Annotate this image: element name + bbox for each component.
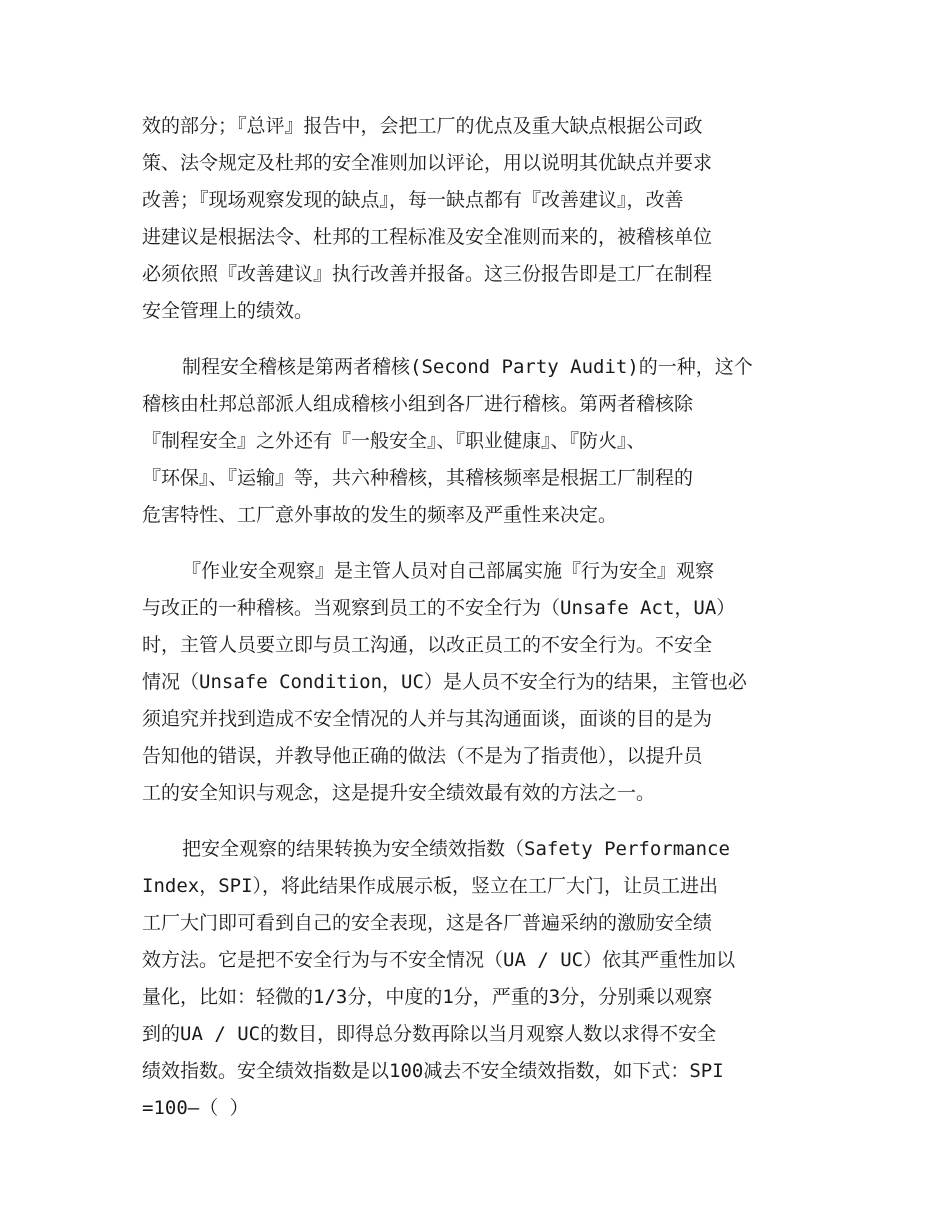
paragraph-safety-performance-index xyxy=(142,831,814,1127)
text-line: 工厂大门即可看到自己的安全表现，这是各厂普遍采纳的激励安全绩 xyxy=(142,912,713,934)
text-line: 时，主管人员要立即与员工沟通，以改正员工的不安全行为。不安全 xyxy=(142,634,713,656)
text-line: 稽核由杜邦总部派人组成稽核小组到各厂进行稽核。第两者稽核除 xyxy=(142,393,694,415)
text-line: 改善；『现场观察发现的缺点』，每一缺点都有『改善建议』，改善 xyxy=(142,189,684,211)
text-line: 告知他的错误，并教导他正确的做法（不是为了指责他），以提升员 xyxy=(142,745,703,767)
text-line: 必须依照『改善建议』执行改善并报备。这三份报告即是工厂在制程 xyxy=(142,263,713,285)
text-line: 策、法令规定及杜邦的安全准则加以评论，用以说明其优缺点并要求 xyxy=(142,152,713,174)
text-line: 与改正的一种稽核。当观察到员工的不安全行为（Unsafe Act，UA） xyxy=(142,597,736,619)
text-line: 进建议是根据法令、杜邦的工程标准及安全准则而来的，被稽核单位 xyxy=(142,226,713,248)
text-line: 情况（Unsafe Condition，UC）是人员不安全行为的结果，主管也必 xyxy=(142,671,747,693)
text-line: 危害特性、工厂意外事故的发生的频率及严重性来决定。 xyxy=(142,504,618,526)
paragraph-second-party-audit xyxy=(142,349,814,534)
text-line: 工的安全知识与观念，这是提升安全绩效最有效的方法之一。 xyxy=(142,782,656,804)
document-body xyxy=(142,108,814,1146)
text-line: 『制程安全』之外还有『一般安全』、『职业健康』、『防火』、 xyxy=(142,430,646,452)
text-line: 制程安全稽核是第两者稽核(Second Party Audit)的一种，这个 xyxy=(182,356,753,378)
text-line: =100—（ ） xyxy=(142,1097,249,1119)
text-line: 效方法。它是把不安全行为与不安全情况（UA / UC）依其严重性加以 xyxy=(142,949,736,971)
text-line: 须追究并找到造成不安全情况的人并与其沟通面谈，面谈的目的是为 xyxy=(142,708,713,730)
text-line: 效的部分；『总评』报告中，会把工厂的优点及重大缺点根据公司政 xyxy=(142,115,703,137)
text-line: 『作业安全观察』是主管人员对自己部属实施『行为安全』观察 xyxy=(182,560,715,582)
text-line: 『环保』、『运输』等，共六种稽核，其稽核频率是根据工厂制程的 xyxy=(142,467,694,489)
text-line: 到的UA / UC的数目，即得总分数再除以当月观察人数以求得不安全 xyxy=(142,1023,717,1045)
text-line: 绩效指数。安全绩效指数是以100减去不安全绩效指数，如下式：SPI xyxy=(142,1060,724,1082)
text-line: 把安全观察的结果转换为安全绩效指数（Safety Performance xyxy=(182,838,730,860)
text-line: 安全管理上的绩效。 xyxy=(142,300,314,322)
paragraph-audit-reports xyxy=(142,108,814,330)
text-line: 量化，比如：轻微的1/3分，中度的1分，严重的3分，分别乘以观察 xyxy=(142,986,713,1008)
text-line: Index，SPI），将此结果作成展示板，竖立在工厂大门，让员工进出 xyxy=(142,875,719,897)
paragraph-safety-observation xyxy=(142,553,814,812)
